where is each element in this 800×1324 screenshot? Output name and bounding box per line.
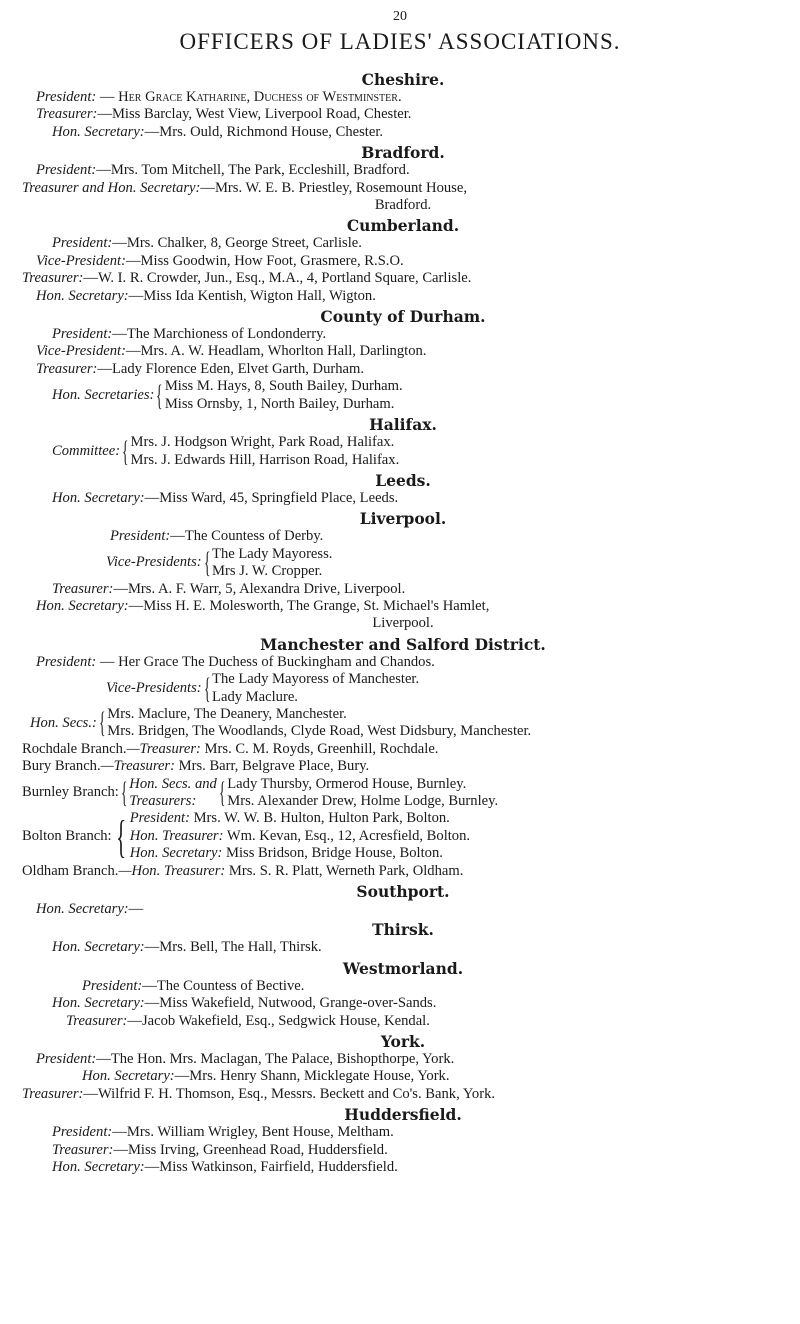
entry-line: President:—Mrs. William Wrigley, Bent House, Meltham. — [52, 1124, 394, 1141]
hon-secretaries-group: Hon. Secretaries: { Miss M. Hays, 8, South Bailey, Durham. Miss Ornsby, 1, North Bailey, Durham. — [52, 378, 403, 412]
associations-list — [22, 70, 784, 1179]
list-item: Mrs. Maclure, The Deanery, Manchester. — [107, 705, 347, 722]
entry-line: Hon. Secretary:—Mrs. Ould, Richmond House, Chester. — [52, 123, 384, 140]
entry-line: Hon. Secretary:—Miss Watkinson, Fairfield, Huddersfield. — [52, 1159, 398, 1176]
section-heading: County of Durham. — [320, 307, 486, 327]
page-number: 20 — [393, 9, 407, 24]
list-item: Miss M. Hays, 8, South Bailey, Durham. — [164, 378, 403, 395]
vice-presidents-group: Vice-Presidents: { The Lady Mayoress of Manchester. Lady Maclure. — [106, 671, 420, 705]
section-heading: Bradford. — [361, 143, 445, 163]
entry-line: Oldham Branch.—Hon. Treasurer: Mrs. S. R. Platt, Werneth Park, Oldham. — [22, 862, 464, 879]
section-thirsk — [22, 920, 784, 956]
list-item: President: Mrs. W. W. B. Hulton, Hulton Park, Bolton. — [129, 810, 450, 827]
entry-line: Vice-President:—Miss Goodwin, How Foot, Grasmere, R.S.O. — [36, 252, 404, 269]
section-heading: Westmorland. — [342, 958, 464, 978]
section-leeds — [22, 471, 784, 507]
list-item: Lady Thursby, Ormerod House, Burnley. — [227, 775, 467, 792]
hon-secs-group: Hon. Secs.: { Mrs. Maclure, The Deanery, Manchester. Mrs. Bridgen, The Woodlands, Clyde Road, West Didsbury, Manchester. — [30, 705, 532, 740]
entry-line: Rochdale Branch.—Treasurer: Mrs. C. M. Royds, Greenhill, Rochdale. — [22, 740, 439, 757]
section-heading: Southport. — [356, 882, 450, 902]
burnley-branch-group: Burnley Branch: { Hon. Secs. and Treasurers: { Lady Thursby, Ormerod House, Burnley. Mrs. Alexander Drew, Holme Lodge, Burnley. — [22, 775, 499, 809]
list-item: Mrs. Alexander Drew, Holme Lodge, Burnley. — [227, 793, 499, 809]
entry-line: Hon. Secretary:—Mrs. Henry Shann, Micklegate House, York. — [82, 1068, 450, 1085]
brace-icon: { — [203, 546, 211, 580]
section-bradford — [22, 143, 784, 214]
list-item: Miss Ornsby, 1, North Bailey, Durham. — [164, 395, 395, 412]
bolton-branch-group: Bolton Branch: { President: Mrs. W. W. B. Hulton, Hulton Park, Bolton. Hon. Treasurer: Wm. Kevan, Esq., 12, Acresfield, Bolton. Hon. Secretary: Miss Bridson, Bridge House, Bolton. — [22, 810, 471, 862]
brace-icon: { — [203, 671, 211, 705]
section-huddersfield — [22, 1105, 784, 1176]
entry-line: Hon. Secretary:—Miss Ward, 45, Springfield Place, Leeds. — [52, 489, 399, 506]
list-item: Mrs. Bridgen, The Woodlands, Clyde Road, West Didsbury, Manchester. — [107, 723, 532, 740]
entry-line: Hon. Secretary:—Mrs. Bell, The Hall, Thirsk. — [52, 939, 322, 956]
brace-icon: { — [98, 706, 106, 740]
section-heading: Liverpool. — [359, 509, 447, 529]
section-cheshire — [22, 70, 784, 141]
section-southport — [22, 882, 784, 918]
entry-line: Hon. Secretary:— — [36, 901, 144, 918]
entry-line: Treasurer:—Wilfrid F. H. Thomson, Esq., Messrs. Beckett and Co's. Bank, York. — [22, 1085, 496, 1102]
brace-icon: { — [120, 776, 128, 809]
entry-line-continued: Bradford. — [374, 197, 432, 214]
entry-line: Treasurer:—Miss Irving, Greenhead Road, Huddersfield. — [52, 1141, 388, 1158]
section-heading: Huddersfield. — [344, 1105, 462, 1125]
entry-line: Treasurer:—Lady Florence Eden, Elvet Garth, Durham. — [36, 360, 365, 377]
brace-icon: { — [156, 378, 163, 412]
page-title: OFFICERS OF LADIES' ASSOCIATIONS. — [179, 29, 621, 54]
committee-group: Committee: { Mrs. J. Hodgson Wright, Park Road, Halifax. Mrs. J. Edwards Hill, Harrison Road, Halifax. — [52, 434, 400, 468]
entry-line: Bury Branch.—Treasurer: Mrs. Barr, Belgrave Place, Bury. — [22, 758, 370, 775]
section-york — [22, 1032, 784, 1103]
list-item: The Lady Mayoress. — [212, 545, 333, 562]
section-halifax — [22, 415, 784, 469]
section-heading: Cheshire. — [361, 70, 445, 89]
section-heading: Halifax. — [369, 415, 437, 435]
entry-line: Treasurer:—Jacob Wakefield, Esq., Sedgwick House, Kendal. — [66, 1012, 430, 1029]
entry-line: Hon. Secretary:—Miss H. E. Molesworth, The Grange, St. Michael's Hamlet, — [36, 597, 490, 614]
section-durham — [22, 307, 784, 413]
list-item: Mrs. J. Hodgson Wright, Park Road, Halifax. — [130, 434, 395, 451]
list-item: Hon. Secretary: Miss Bridson, Bridge House, Bolton. — [129, 845, 443, 862]
entry-line: President:—The Countess of Bective. — [82, 977, 305, 994]
brace-icon: { — [122, 434, 129, 468]
entry-line: Treasurer:—Mrs. A. F. Warr, 5, Alexandra Drive, Liverpool. — [52, 580, 406, 597]
section-westmorland — [22, 959, 784, 1030]
entry-line: Treasurer and Hon. Secretary:—Mrs. W. E. B. Priestley, Rosemount House, — [22, 179, 467, 196]
entry-line-continued: Liverpool. — [372, 615, 434, 632]
entry-line: President:—The Countess of Derby. — [110, 528, 324, 545]
brace-icon: { — [115, 810, 126, 862]
entry-line: Hon. Secretary:—Miss Ida Kentish, Wigton Hall, Wigton. — [36, 287, 376, 304]
section-heading: Leeds. — [375, 470, 431, 490]
section-manchester — [22, 635, 784, 880]
entry-line: President: — Her Grace The Duchess of Buckingham and Chandos. — [36, 653, 435, 670]
section-heading: Cumberland. — [346, 216, 460, 236]
section-heading: Thirsk. — [372, 920, 434, 940]
list-item: Lady Maclure. — [212, 688, 298, 705]
section-heading: York. — [380, 1032, 426, 1052]
section-cumberland — [22, 216, 784, 305]
list-item: Hon. Treasurer: Wm. Kevan, Esq., 12, Acresfield, Bolton. — [129, 827, 471, 844]
section-liverpool — [22, 509, 784, 632]
entry-line: President:—Mrs. Chalker, 8, George Street, Carlisle. — [52, 235, 362, 252]
entry-line: Treasurer:—Miss Barclay, West View, Liverpool Road, Chester. — [36, 106, 412, 123]
entry-line: President:—The Hon. Mrs. Maclagan, The Palace, Bishopthorpe, York. — [36, 1051, 455, 1068]
entry-line: President:—Mrs. Tom Mitchell, The Park, Eccleshill, Bradford. — [36, 162, 410, 179]
brace-icon: { — [218, 776, 226, 809]
entry-line: President:—The Marchioness of Londonderry. — [52, 326, 327, 343]
vice-presidents-group: Vice-Presidents: { The Lady Mayoress. Mrs J. W. Cropper. — [106, 545, 333, 580]
entry-line: Treasurer:—W. I. R. Crowder, Jun., Esq., M.A., 4, Portland Square, Carlisle. — [22, 270, 472, 287]
entry-line: President: — Her Grace Katharine, Duchess of Westminster. — [36, 89, 402, 105]
list-item: Mrs J. W. Cropper. — [212, 563, 323, 580]
entry-line: Hon. Secretary:—Miss Wakefield, Nutwood, Grange-over-Sands. — [52, 995, 437, 1012]
list-item: Mrs. J. Edwards Hill, Harrison Road, Halifax. — [130, 451, 400, 468]
list-item: The Lady Mayoress of Manchester. — [212, 671, 420, 688]
section-heading: Manchester and Salford District. — [260, 634, 546, 654]
entry-line: Vice-President:—Mrs. A. W. Headlam, Whorlton Hall, Darlington. — [36, 343, 427, 360]
